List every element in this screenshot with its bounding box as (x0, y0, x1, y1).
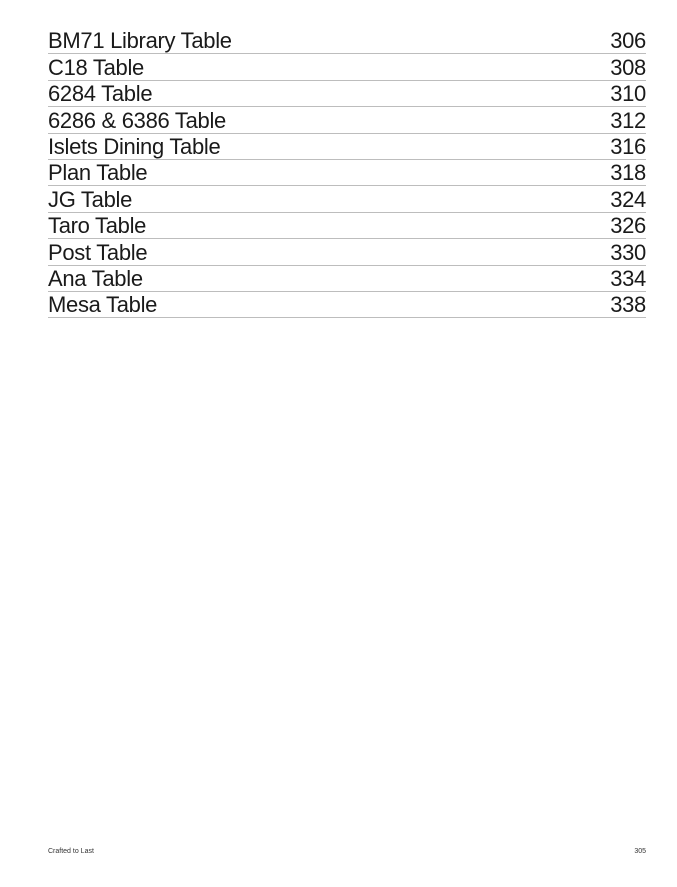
toc-entry-page: 316 (610, 133, 646, 159)
toc-entry[interactable] (48, 54, 646, 80)
toc-entry-title: Post Table (48, 239, 148, 265)
page-footer (48, 848, 646, 856)
toc-entry-title: 6284 Table (48, 81, 153, 107)
toc-entry[interactable] (48, 266, 646, 292)
toc-entry-page: 334 (610, 265, 646, 291)
toc-entry-page: 324 (610, 186, 646, 212)
toc-entry-title: Plan Table (48, 160, 148, 186)
toc-entry-page: 330 (610, 239, 646, 265)
toc-entry-title: Taro Table (48, 213, 147, 239)
toc-entry-page: 318 (610, 160, 646, 186)
footer-page-number: 305 (634, 848, 646, 855)
toc-entry[interactable] (48, 186, 646, 212)
toc-entry[interactable] (48, 160, 646, 186)
footer-title: Crafted to Last (48, 848, 94, 855)
toc-entry-title: Ana Table (48, 265, 143, 291)
toc-entry-title: Mesa Table (48, 292, 158, 318)
toc-entry[interactable] (48, 292, 646, 318)
toc-entry-page: 306 (610, 28, 646, 54)
toc-entry[interactable] (48, 28, 646, 54)
toc-entry-page: 310 (610, 81, 646, 107)
toc-entry-title: 6286 & 6386 Table (48, 107, 226, 133)
table-of-contents (48, 28, 646, 318)
toc-entry-page: 312 (610, 107, 646, 133)
toc-entry[interactable] (48, 81, 646, 107)
toc-entry-title: JG Table (48, 186, 133, 212)
toc-entry[interactable] (48, 213, 646, 239)
toc-entry-title: Islets Dining Table (48, 133, 221, 159)
toc-entry-page: 338 (610, 292, 646, 318)
toc-entry[interactable] (48, 107, 646, 133)
toc-entry-page: 308 (610, 54, 646, 80)
toc-entry-title: BM71 Library Table (48, 28, 232, 54)
toc-entry[interactable] (48, 239, 646, 265)
toc-entry-title: C18 Table (48, 54, 144, 80)
toc-entry-page: 326 (610, 213, 646, 239)
toc-entry[interactable] (48, 134, 646, 160)
